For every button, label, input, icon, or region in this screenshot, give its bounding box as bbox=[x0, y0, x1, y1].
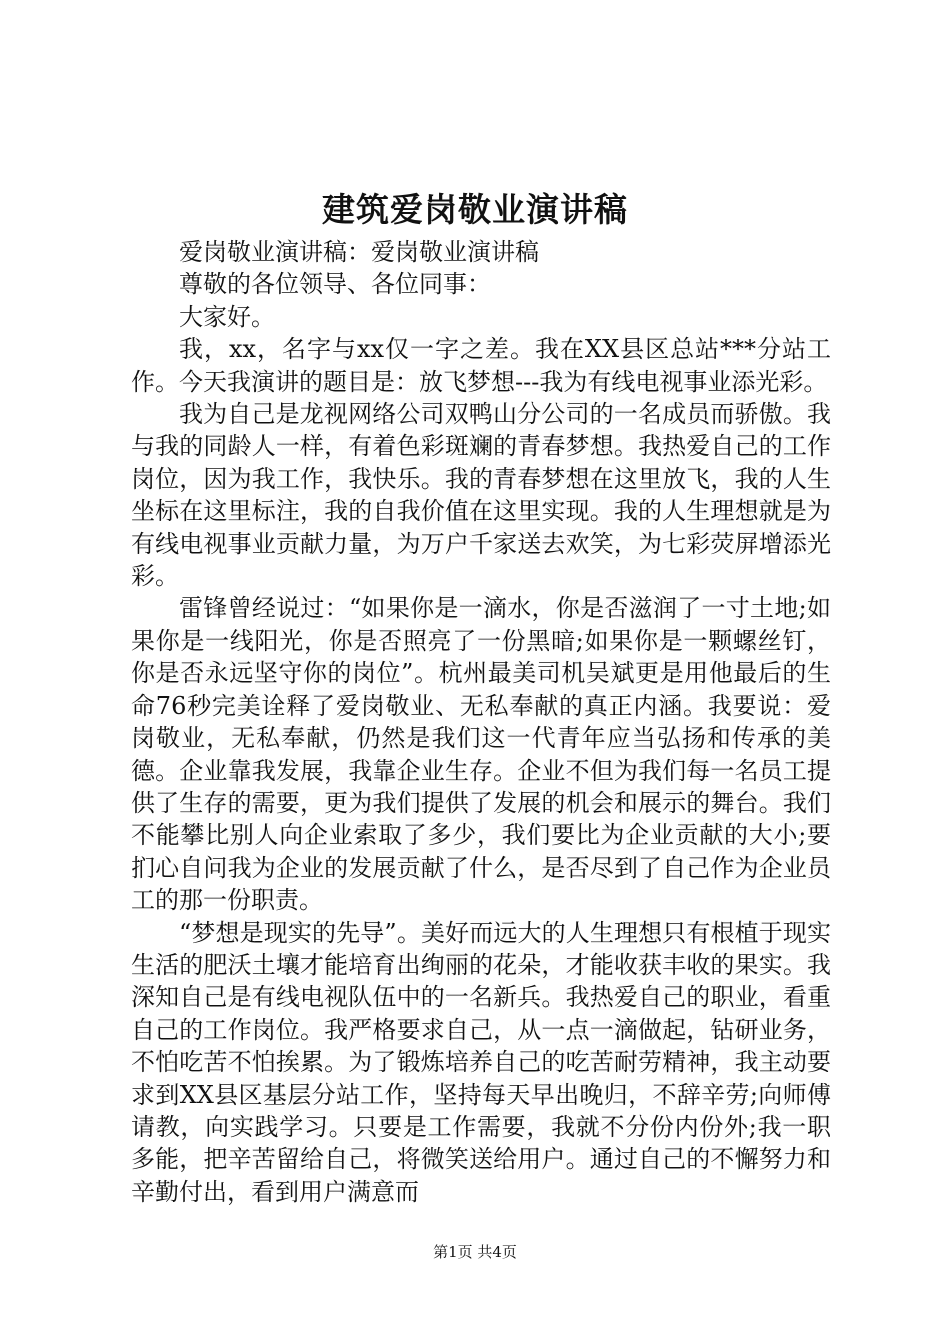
paragraph-2: 尊敬的各位领导、各位同事： bbox=[179, 270, 491, 299]
paragraph-3: 大家好。 bbox=[179, 302, 275, 331]
paragraph-5: 我为自己是龙视网络公司双鸭山分公司的一名成员而骄傲。我与我的同龄人一样，有着色彩斑斓的青春梦想。我热爱自己的工作岗位，因为我工作，我快乐。我的青春梦想在这里放飞，我的人生坐标在这里标注，我的自我价值在这里实现。我的人生理想就是为有线电视事业贡献力量，为万户千家送去欢笑，为七彩荧屏增添光彩。 bbox=[131, 400, 831, 591]
paragraph-7: “梦想是现实的先导”。美好而远大的人生理想只有根植于现实生活的肥沃土壤才能培育出绚丽的花朵，才能收获丰收的果实。我深知自己是有线电视队伍中的一名新兵。我热爱自己的职业，看重自己的工作岗位。我严格要求自己，从一点一滴做起，钻研业务，不怕吃苦不怕挨累。为了锻炼培养自己的吃苦耐劳精神，我主动要求到XX县区基层分站工作，坚持每天早出晚归，不辞辛劳;向师傅请教，向实践学习。只要是工作需要，我就不分份内份外;我一职多能，把辛苦留给自己，将微笑送给用户。通过自己的不懈努力和辛勤付出，看到用户满意而 bbox=[131, 918, 831, 1206]
paragraph-1: 爱岗敬业演讲稿：爱岗敬业演讲稿 bbox=[179, 238, 539, 266]
document-body bbox=[131, 236, 831, 1208]
paragraph-6: 雷锋曾经说过：“如果你是一滴水，你是否滋润了一寸土地;如果你是一线阳光，你是否照亮了一份黑暗;如果你是一颗螺丝钉，你是否永远坚守你的岗位”。杭州最美司机吴斌更是用他最后的生命76秒完美诠释了爱岗敬业、无私奉献的真正内涵。我要说：爱岗敬业，无私奉献，仍然是我们这一代青年应当弘扬和传承的美德。企业靠我发展，我靠企业生存。企业不但为我们每一名员工提供了生存的需要，更为我们提供了发展的机会和展示的舞台。我们不能攀比别人向企业索取了多少，我们要比为企业贡献的大小;要扪心自问我为企业的发展贡献了什么，是否尽到了自己作为企业员工的那一份职责。 bbox=[131, 594, 831, 915]
paragraph-4: 我，xx，名字与xx仅一字之差。我在XX县区总站***分站工作。今天我演讲的题目是：放飞梦想---我为有线电视事业添光彩。 bbox=[131, 335, 831, 396]
page-footer: 第1页 共4页 bbox=[433, 1243, 517, 1261]
document-title: 建筑爱岗敬业演讲稿 bbox=[322, 190, 628, 229]
